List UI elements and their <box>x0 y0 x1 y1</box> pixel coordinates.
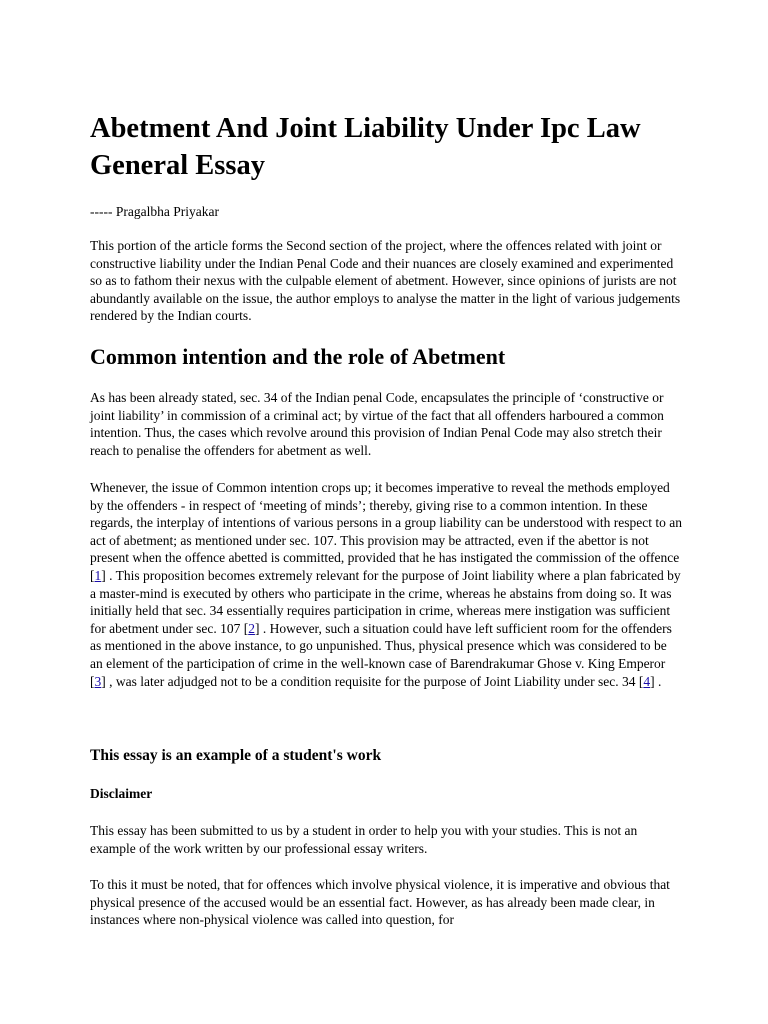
paragraph-text: ] . <box>650 673 662 689</box>
paragraph-text: ] , was later adjudged not to be a condition requisite for the purpose of Joint Liability under sec. 34 [ <box>101 673 644 689</box>
section-heading: Common intention and the role of Abetment <box>90 344 506 369</box>
footnote-link-3[interactable]: 3 <box>94 673 102 689</box>
footnote-link-4[interactable]: 4 <box>643 673 651 689</box>
paragraph-text: Whenever, the issue of Common intention crops up; it becomes imperative to reveal the methods employed by the offenders - in respect of ‘meeting of minds’; thereby, giving rise to a common intention. In these regards, the interplay of intentions of various persons in a group liability can be understood with respect to an act of abetment; as mentioned under sec. 107. This provision may be attracted, even if the abettor is not present when the offence abetted is committed, provided that he has instigated the commission of the offence [ <box>90 480 682 583</box>
disclaimer-paragraph: This essay has been submitted to us by a student in order to help you with your studies. This is not an example of the work written by our professional essay writers. <box>90 823 638 856</box>
author-byline: ----- Pragalbha Priyakar <box>90 204 219 219</box>
paragraph-text: ] . This proposition becomes extremely relevant for the purpose of Joint liability where a plan fabricated by a master-mind is executed by others who participate in the crime, whereas he abstains from doing so. It was initially held that sec. 34 essentially requires participation in crime, whereas mere instigation was sufficient for abetment under sec. 107 [ <box>90 567 681 636</box>
article-title: Abetment And Joint Liability Under Ipc Law General Essay <box>90 113 641 181</box>
intro-paragraph: This portion of the article forms the Second section of the project, where the offences related with joint or constructive liability under the Indian Penal Code and their nuances are closely examined and experimented so as to fathom their nexus with the culpable element of abetment. However, since opinions of jurists are not abundantly available on the issue, the author employs to analyse the matter in the light of various judgements rendered by the Indian courts. <box>90 238 681 324</box>
abetment-paragraph <box>90 479 682 690</box>
footnote-link-2[interactable]: 2 <box>248 620 255 636</box>
footnote-link-1[interactable]: 1 <box>94 567 102 583</box>
common-intention-paragraph: As has been already stated, sec. 34 of the Indian penal Code, encapsulates the principle of ‘constructive or joint liability’ in commission of a criminal act; by virtue of the fact that all offenders harboured a common intention. Thus, the cases which revolve around this provision of Indian Penal Code may also stretch their reach to penalise the offenders for abetment as well. <box>90 390 664 458</box>
physical-violence-paragraph: To this it must be noted, that for offences which involve physical violence, it is imperative and obvious that physical presence of the accused would be an essential fact. However, as has already been made clear, in instances where non-physical violence was called into question, for <box>90 877 670 928</box>
disclaimer-heading: Disclaimer <box>90 786 153 801</box>
paragraph-text: ] . However, such a situation could have left sufficient room for the offenders as mentioned in the above instance, to go unpunished. Thus, physical presence which was considered to be an element of the participation of crime in the well-known case of Barendrakumar Ghose v. King Emperor [ <box>90 620 672 689</box>
student-work-heading: This essay is an example of a student's work <box>90 747 382 764</box>
